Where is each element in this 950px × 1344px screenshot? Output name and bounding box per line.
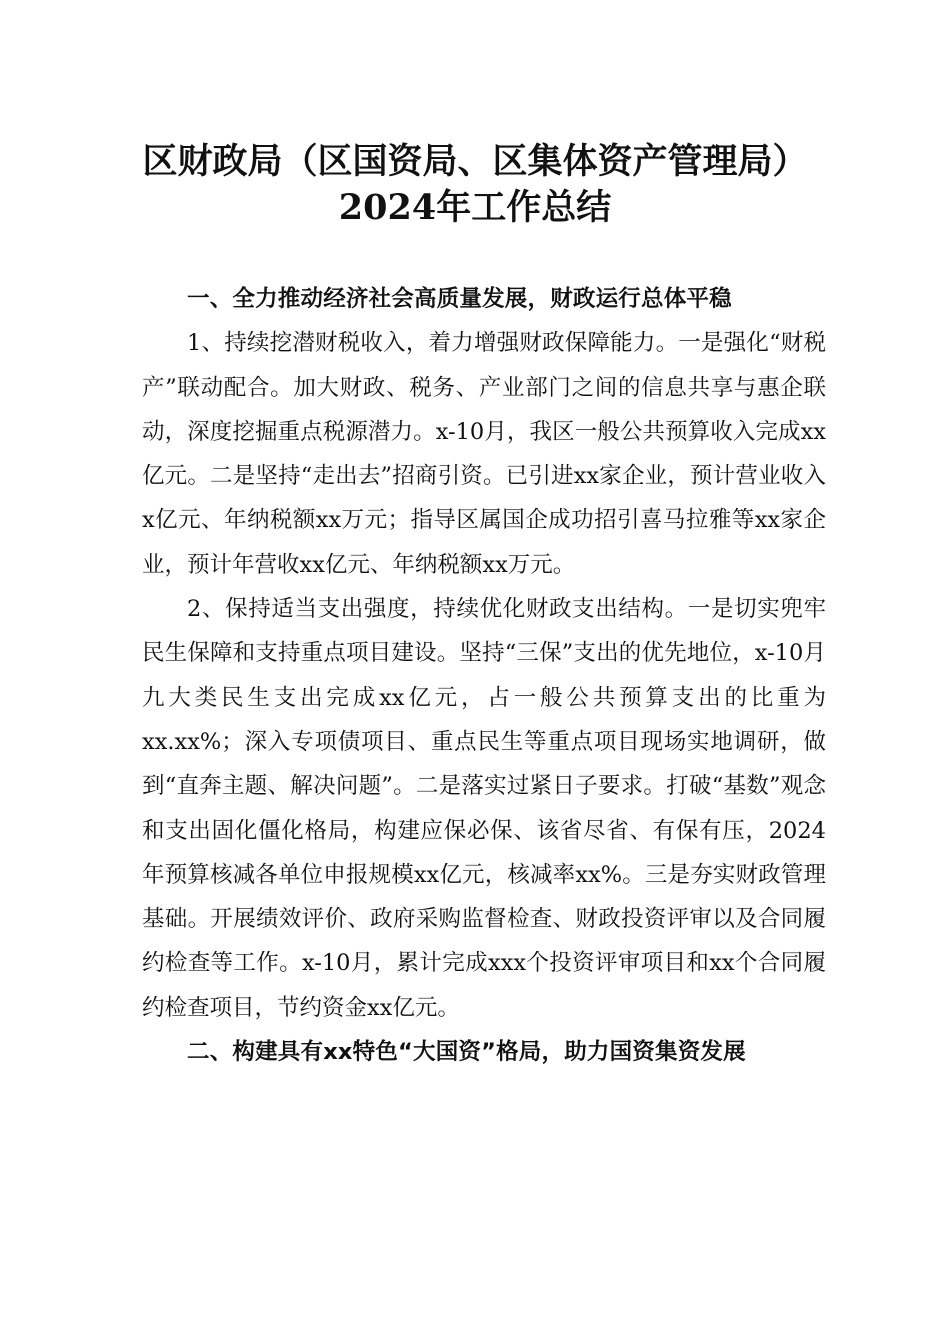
section-heading-2: 二、构建具有xx特色“大国资”格局，助力国资集资发展 — [187, 1039, 746, 1066]
section-heading-1: 一、全力推动经济社会高质量发展，财政运行总体平稳 — [187, 286, 732, 312]
paragraph-1: 1、持续挖潜财税收入，着力增强财政保障能力。一是强化“财税产”联动配合。加大财政、税务、产业部门之间的信息共享与惠企联动，深度挖掘重点税源潜力。x-10月，我区一般公共预算收入完成xx亿元。二是坚持“走出去”招商引资。已引进xx家企业，预计营业收入x亿元、年纳税额xx万元；指导区属国企成功招引喜马拉雅等xx家企业，预计年营收xx亿元、年纳税额xx万元。 — [142, 330, 826, 578]
paragraph-2: 2、保持适当支出强度，持续优化财政支出结构。一是切实兜牢民生保障和支持重点项目建设。坚持“三保”支出的优先地位，x-10月九大类民生支出完成xx亿元，占一般公共预算支出的比重为xx.xx%；深入专项债项目、重点民生等重点项目现场实地调研，做到“直奔主题、解决问题”。二是落实过紧日子要求。打破“基数”观念和支出固化僵化格局，构建应保必保、该省尽省、有保有压，2024年预算核减各单位申报规模xx亿元，核减率xx%。三是夯实财政管理基础。开展绩效评价、政府采购监督检查、财政投资评审以及合同履约检查等工作。x-10月，累计完成xxx个投资评审项目和xx个合同履约检查项目，节约资金xx亿元。 — [142, 596, 826, 1021]
document-title-line2: 2024年工作总结 — [338, 187, 612, 228]
document-body — [142, 277, 826, 1074]
document-title-line1: 区财政局（区国资局、区集体资产管理局） — [142, 141, 808, 182]
